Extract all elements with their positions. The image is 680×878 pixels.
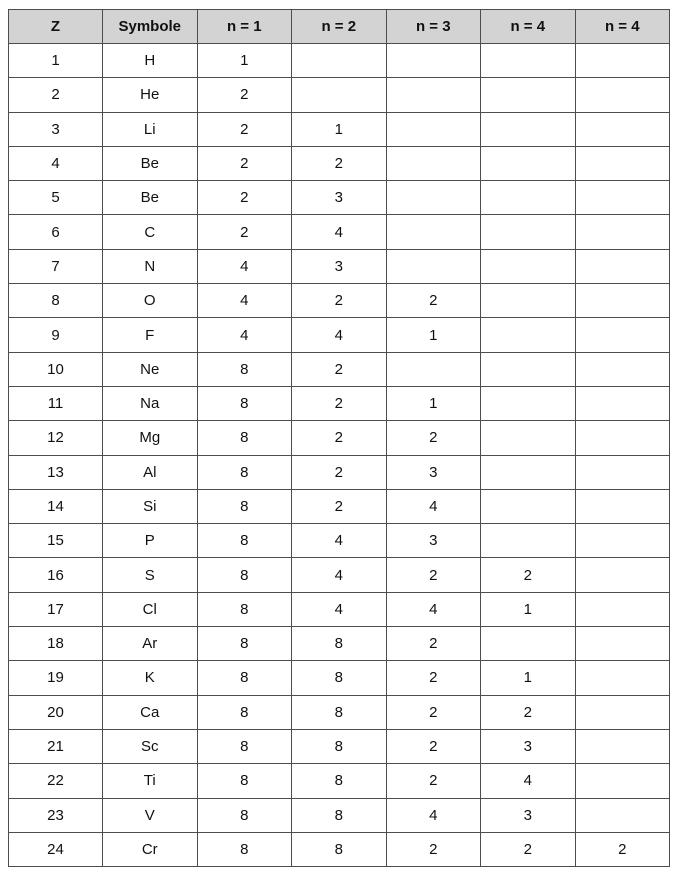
cell-n4-b [575, 489, 670, 523]
cell-n2: 8 [292, 729, 387, 763]
cell-n4-b [575, 421, 670, 455]
cell-symbol: Ne [103, 352, 198, 386]
cell-n4-b [575, 386, 670, 420]
cell-n3: 1 [386, 318, 481, 352]
cell-n3: 3 [386, 524, 481, 558]
cell-symbol: F [103, 318, 198, 352]
header-z: Z [9, 10, 103, 44]
table-row [9, 146, 670, 180]
cell-n1: 2 [197, 112, 292, 146]
cell-z: 9 [9, 318, 103, 352]
cell-n1: 4 [197, 284, 292, 318]
cell-z: 3 [9, 112, 103, 146]
cell-z: 18 [9, 627, 103, 661]
cell-n3 [386, 78, 481, 112]
cell-n4: 3 [481, 729, 576, 763]
cell-n2: 3 [292, 249, 387, 283]
cell-n3: 2 [386, 695, 481, 729]
cell-n1: 2 [197, 146, 292, 180]
cell-n2: 2 [292, 146, 387, 180]
cell-n1: 8 [197, 627, 292, 661]
cell-n3 [386, 112, 481, 146]
table-row [9, 558, 670, 592]
cell-n1: 8 [197, 661, 292, 695]
cell-symbol: Mg [103, 421, 198, 455]
cell-n3: 2 [386, 627, 481, 661]
cell-n4-b [575, 352, 670, 386]
cell-n4-b [575, 112, 670, 146]
cell-n4 [481, 524, 576, 558]
cell-z: 24 [9, 832, 103, 866]
cell-n3 [386, 181, 481, 215]
cell-symbol: Ti [103, 764, 198, 798]
cell-z: 14 [9, 489, 103, 523]
cell-n2: 2 [292, 386, 387, 420]
table-row [9, 489, 670, 523]
cell-n4-b [575, 798, 670, 832]
cell-n4 [481, 215, 576, 249]
cell-n3: 2 [386, 764, 481, 798]
cell-n1: 8 [197, 455, 292, 489]
table-row [9, 284, 670, 318]
table-container [8, 9, 670, 867]
cell-n3 [386, 44, 481, 78]
cell-n4-b: 2 [575, 832, 670, 866]
table-body [9, 44, 670, 867]
cell-n3: 2 [386, 421, 481, 455]
cell-z: 13 [9, 455, 103, 489]
table-header [9, 10, 670, 44]
table-row [9, 78, 670, 112]
cell-n2: 2 [292, 352, 387, 386]
cell-n4: 2 [481, 832, 576, 866]
cell-symbol: V [103, 798, 198, 832]
header-n2: n = 2 [292, 10, 387, 44]
cell-n2 [292, 44, 387, 78]
cell-n4-b [575, 524, 670, 558]
cell-n4 [481, 352, 576, 386]
header-n1: n = 1 [197, 10, 292, 44]
cell-n4 [481, 489, 576, 523]
cell-n2: 4 [292, 558, 387, 592]
cell-n4: 3 [481, 798, 576, 832]
cell-n2: 1 [292, 112, 387, 146]
cell-n1: 1 [197, 44, 292, 78]
table-row [9, 249, 670, 283]
cell-n2: 8 [292, 661, 387, 695]
cell-n1: 8 [197, 832, 292, 866]
cell-symbol: Cl [103, 592, 198, 626]
table-row [9, 421, 670, 455]
cell-symbol: Al [103, 455, 198, 489]
cell-n3: 2 [386, 558, 481, 592]
cell-n4-b [575, 146, 670, 180]
cell-symbol: Sc [103, 729, 198, 763]
cell-n3: 3 [386, 455, 481, 489]
cell-symbol: Si [103, 489, 198, 523]
cell-symbol: H [103, 44, 198, 78]
cell-n3 [386, 352, 481, 386]
cell-z: 15 [9, 524, 103, 558]
cell-z: 21 [9, 729, 103, 763]
cell-n4 [481, 421, 576, 455]
cell-n1: 4 [197, 318, 292, 352]
cell-z: 1 [9, 44, 103, 78]
cell-n4-b [575, 695, 670, 729]
cell-symbol: Ca [103, 695, 198, 729]
cell-n4 [481, 78, 576, 112]
cell-symbol: Na [103, 386, 198, 420]
table-row [9, 181, 670, 215]
cell-n4-b [575, 558, 670, 592]
cell-n1: 8 [197, 798, 292, 832]
cell-n3 [386, 249, 481, 283]
cell-n4-b [575, 455, 670, 489]
cell-n1: 4 [197, 249, 292, 283]
cell-n4 [481, 318, 576, 352]
cell-n4: 2 [481, 695, 576, 729]
cell-n1: 8 [197, 695, 292, 729]
cell-n4 [481, 146, 576, 180]
cell-n4-b [575, 729, 670, 763]
table-row [9, 592, 670, 626]
cell-n2: 4 [292, 592, 387, 626]
cell-n2: 2 [292, 489, 387, 523]
cell-n2: 8 [292, 627, 387, 661]
table-row [9, 627, 670, 661]
cell-symbol: S [103, 558, 198, 592]
cell-n4-b [575, 764, 670, 798]
cell-z: 17 [9, 592, 103, 626]
cell-n1: 2 [197, 215, 292, 249]
cell-n4 [481, 284, 576, 318]
cell-z: 5 [9, 181, 103, 215]
cell-n2: 4 [292, 215, 387, 249]
cell-n4 [481, 44, 576, 78]
cell-symbol: C [103, 215, 198, 249]
cell-n1: 8 [197, 592, 292, 626]
header-n4: n = 4 [481, 10, 576, 44]
cell-n4 [481, 627, 576, 661]
cell-z: 7 [9, 249, 103, 283]
cell-n4-b [575, 592, 670, 626]
electron-shell-table [8, 9, 670, 867]
cell-n4: 1 [481, 661, 576, 695]
cell-n3: 4 [386, 798, 481, 832]
cell-n4 [481, 181, 576, 215]
cell-n3: 4 [386, 592, 481, 626]
cell-z: 8 [9, 284, 103, 318]
table-row [9, 798, 670, 832]
table-row [9, 524, 670, 558]
cell-symbol: O [103, 284, 198, 318]
cell-z: 6 [9, 215, 103, 249]
table-row [9, 695, 670, 729]
cell-n1: 8 [197, 421, 292, 455]
cell-n2: 4 [292, 318, 387, 352]
cell-n1: 8 [197, 729, 292, 763]
cell-n4-b [575, 249, 670, 283]
cell-n1: 8 [197, 352, 292, 386]
cell-symbol: Be [103, 146, 198, 180]
cell-symbol: Li [103, 112, 198, 146]
cell-n4-b [575, 215, 670, 249]
cell-symbol: Ar [103, 627, 198, 661]
cell-n2: 2 [292, 455, 387, 489]
cell-z: 2 [9, 78, 103, 112]
cell-n3: 2 [386, 661, 481, 695]
cell-n1: 8 [197, 524, 292, 558]
cell-n4-b [575, 78, 670, 112]
cell-n2: 2 [292, 421, 387, 455]
cell-symbol: He [103, 78, 198, 112]
cell-z: 20 [9, 695, 103, 729]
header-row [9, 10, 670, 44]
header-symbol: Symbole [103, 10, 198, 44]
cell-n2: 4 [292, 524, 387, 558]
table-row [9, 215, 670, 249]
cell-n4: 4 [481, 764, 576, 798]
table-row [9, 661, 670, 695]
cell-z: 4 [9, 146, 103, 180]
cell-z: 12 [9, 421, 103, 455]
cell-z: 11 [9, 386, 103, 420]
cell-n4-b [575, 318, 670, 352]
cell-n4 [481, 249, 576, 283]
table-row [9, 764, 670, 798]
cell-z: 16 [9, 558, 103, 592]
cell-symbol: P [103, 524, 198, 558]
cell-n3: 2 [386, 284, 481, 318]
cell-symbol: Be [103, 181, 198, 215]
cell-n1: 8 [197, 489, 292, 523]
cell-n4-b [575, 181, 670, 215]
cell-n2 [292, 78, 387, 112]
cell-n4 [481, 386, 576, 420]
cell-n4-b [575, 627, 670, 661]
cell-n2: 2 [292, 284, 387, 318]
cell-n2: 8 [292, 764, 387, 798]
cell-z: 23 [9, 798, 103, 832]
cell-n1: 8 [197, 386, 292, 420]
table-row [9, 832, 670, 866]
cell-n1: 2 [197, 181, 292, 215]
cell-n1: 8 [197, 764, 292, 798]
cell-n3: 1 [386, 386, 481, 420]
cell-n2: 8 [292, 832, 387, 866]
cell-symbol: N [103, 249, 198, 283]
cell-n1: 8 [197, 558, 292, 592]
cell-n2: 3 [292, 181, 387, 215]
cell-n4 [481, 455, 576, 489]
cell-n3 [386, 215, 481, 249]
cell-symbol: K [103, 661, 198, 695]
cell-n4-b [575, 44, 670, 78]
table-row [9, 729, 670, 763]
cell-n2: 8 [292, 798, 387, 832]
cell-n4: 1 [481, 592, 576, 626]
table-row [9, 112, 670, 146]
cell-z: 19 [9, 661, 103, 695]
cell-n1: 2 [197, 78, 292, 112]
cell-n3: 4 [386, 489, 481, 523]
cell-n4-b [575, 284, 670, 318]
cell-n3: 2 [386, 729, 481, 763]
cell-symbol: Cr [103, 832, 198, 866]
cell-n4: 2 [481, 558, 576, 592]
cell-z: 22 [9, 764, 103, 798]
header-n3: n = 3 [386, 10, 481, 44]
cell-z: 10 [9, 352, 103, 386]
table-row [9, 455, 670, 489]
cell-n3: 2 [386, 832, 481, 866]
table-row [9, 352, 670, 386]
table-row [9, 44, 670, 78]
header-n4-b: n = 4 [575, 10, 670, 44]
cell-n2: 8 [292, 695, 387, 729]
table-row [9, 386, 670, 420]
cell-n4 [481, 112, 576, 146]
cell-n3 [386, 146, 481, 180]
table-row [9, 318, 670, 352]
cell-n4-b [575, 661, 670, 695]
